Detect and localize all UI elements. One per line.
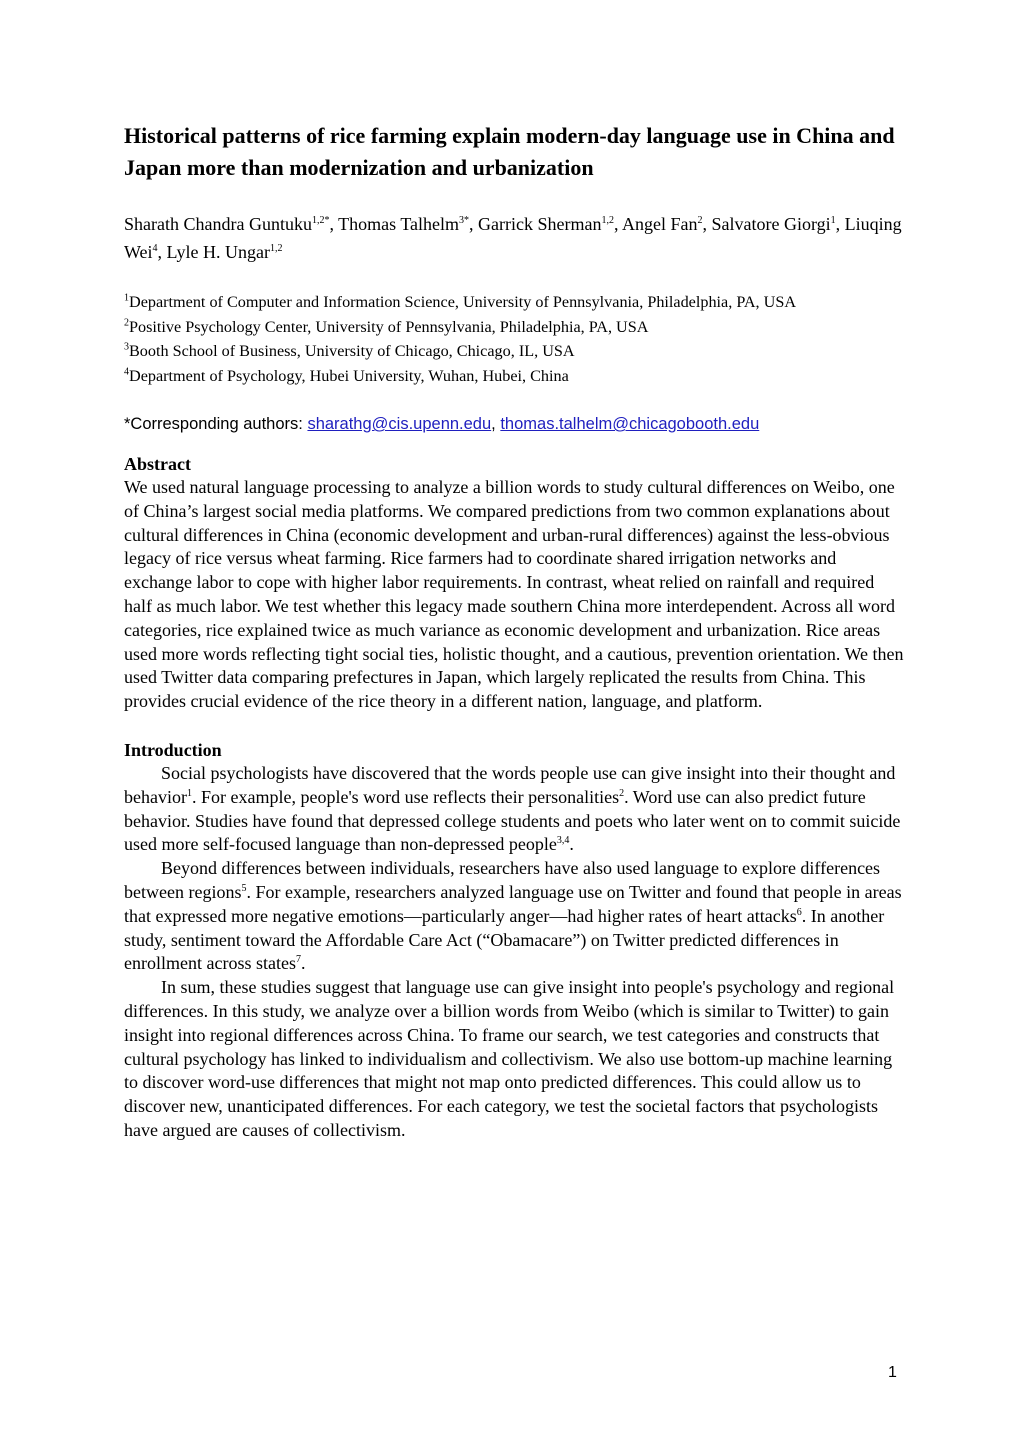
author-name: Sharath Chandra Guntuku bbox=[124, 214, 312, 234]
citation-marker: 6 bbox=[796, 906, 802, 918]
author-name: Lyle H. Ungar bbox=[166, 242, 271, 262]
citation-marker: 1 bbox=[186, 787, 192, 799]
introduction-heading: Introduction bbox=[124, 739, 222, 760]
paragraph-text: Social psychologists have discovered that the words people use can give insight into their thought and behavior bbox=[124, 762, 896, 807]
paper-page bbox=[124, 120, 904, 1143]
author-name: Garrick Sherman bbox=[478, 214, 602, 234]
affiliation-list bbox=[124, 290, 904, 388]
affiliation-number: 2 bbox=[124, 317, 129, 329]
paragraph-text: . For example, people's word use reflects their personalities bbox=[191, 786, 620, 807]
citation-marker: 5 bbox=[241, 882, 247, 894]
email-separator: , bbox=[491, 415, 501, 433]
affiliation-item bbox=[124, 315, 904, 340]
author-affiliation-marker: 1 bbox=[830, 215, 836, 226]
affiliation-number: 1 bbox=[124, 292, 129, 304]
abstract-section bbox=[124, 452, 904, 714]
affiliation-number: 3 bbox=[124, 341, 129, 353]
intro-paragraph-1 bbox=[124, 762, 904, 857]
email-link-guntuku[interactable]: sharathg@cis.upenn.edu bbox=[307, 415, 492, 433]
email-link-talhelm[interactable]: thomas.talhelm@chicagobooth.edu bbox=[500, 415, 760, 433]
author-affiliation-marker: 1,2* bbox=[311, 215, 330, 226]
citation-marker: 2 bbox=[619, 787, 625, 799]
corresponding-label: *Corresponding authors: bbox=[124, 415, 308, 433]
abstract-text: We used natural language processing to analyze a billion words to study cultural differences on Weibo, one of China’s largest social media platforms. We compared predictions from two common explanations about cultural differences in China (economic development and urban-rural differences) against the less-obvious legacy of rice versus wheat farming. Rice farmers had to coordinate shared irrigation networks and exchange labor to cope with higher labor requirements. In contrast, wheat relied on rainfall and required half as much labor. We test whether this legacy made southern China more interdependent. Across all word categories, rice explained twice as much variance as economic development and urbanization. Rice areas used more words reflecting tight social ties, holistic thought, and a cautious, prevention orientation. We then used Twitter data comparing prefectures in Japan, which largely replicated the results from China. This provides crucial evidence of the rice theory in a different nation, language, and platform. bbox=[124, 477, 904, 712]
affiliation-text: Positive Psychology Center, University of Pennsylvania, Philadelphia, PA, USA bbox=[129, 317, 649, 336]
affiliation-item bbox=[124, 364, 904, 389]
author-affiliation-marker: 1,2 bbox=[270, 243, 283, 254]
affiliation-item bbox=[124, 339, 904, 364]
paragraph-text: . bbox=[300, 953, 306, 974]
citation-marker: 7 bbox=[295, 954, 301, 966]
paragraph-text: . bbox=[569, 834, 574, 855]
paper-title: Historical patterns of rice farming explain modern-day language use in China and Japan more than modernization and urbanization bbox=[124, 123, 895, 180]
page-number: 1 bbox=[888, 1364, 897, 1381]
author-affiliation-marker: 4 bbox=[152, 243, 158, 254]
abstract-heading: Abstract bbox=[124, 454, 191, 474]
citation-marker: 3,4 bbox=[556, 835, 570, 847]
author-name: Salvatore Giorgi bbox=[711, 214, 831, 234]
affiliation-number: 4 bbox=[124, 366, 129, 378]
paragraph-text: . In another study, sentiment toward the Affordable Care Act (“Obamacare”) on Twitter predicted differences in enrollment across states bbox=[124, 905, 885, 974]
paragraph-text: Beyond differences between individuals, researchers have also used language to explore differences between regions bbox=[124, 858, 881, 902]
affiliation-item bbox=[124, 290, 904, 315]
intro-paragraph-3: In sum, these studies suggest that language use can give insight into people's psychology and regional differences. In this study, we analyze over a billion words from Weibo (which is similar to Twitter) to gain insight into regional differences across China. To frame our search, we test categories and constructs that cultural psychology has linked to individualism and collectivism. We also use bottom-up machine learning to discover word-use differences that might not map onto predicted differences. This could allow us to discover new, unanticipated differences. For each category, we test the societal factors that psychologists have argued are causes of collectivism. bbox=[124, 977, 895, 1140]
author-affiliation-marker: 2 bbox=[697, 215, 703, 226]
introduction-section bbox=[124, 738, 904, 1143]
author-name: Liuqing Wei bbox=[124, 214, 902, 262]
author-affiliation-marker: 1,2 bbox=[601, 215, 614, 226]
corresponding-authors bbox=[124, 412, 904, 436]
affiliation-text: Department of Psychology, Hubei University, Wuhan, Hubei, China bbox=[129, 366, 569, 385]
author-name: Thomas Talhelm bbox=[338, 214, 460, 234]
paragraph-text: . For example, researchers analyzed language use on Twitter and found that people in areas that expressed more negative emotions—particularly anger—had higher rates of heart attacks bbox=[124, 881, 902, 926]
author-list: Sharath Chandra Guntuku$^{1,2*}$, Thomas Talhelm$^{3*}$, Garrick Sherman$^{1,2}$, Angel Fan$^2$, Salvatore Giorgi$^1$, Liuqing Wei$^4$, Lyle H. Ungar$^{1,2}$ bbox=[124, 214, 902, 262]
affiliation-text: Booth School of Business, University of Chicago, Chicago, IL, USA bbox=[129, 342, 575, 360]
affiliation-text: Department of Computer and Information Science, University of Pennsylvania, Philadelphia, PA, USA bbox=[129, 293, 797, 311]
author-name: Angel Fan bbox=[622, 214, 698, 234]
author-affiliation-marker: 3* bbox=[459, 215, 470, 226]
intro-paragraph-2 bbox=[124, 857, 904, 976]
paragraph-text: . Word use can also predict future behavior. Studies have found that depressed college students and poets who later went on to commit suicide used more self-focused language than non-depressed people bbox=[124, 786, 901, 855]
